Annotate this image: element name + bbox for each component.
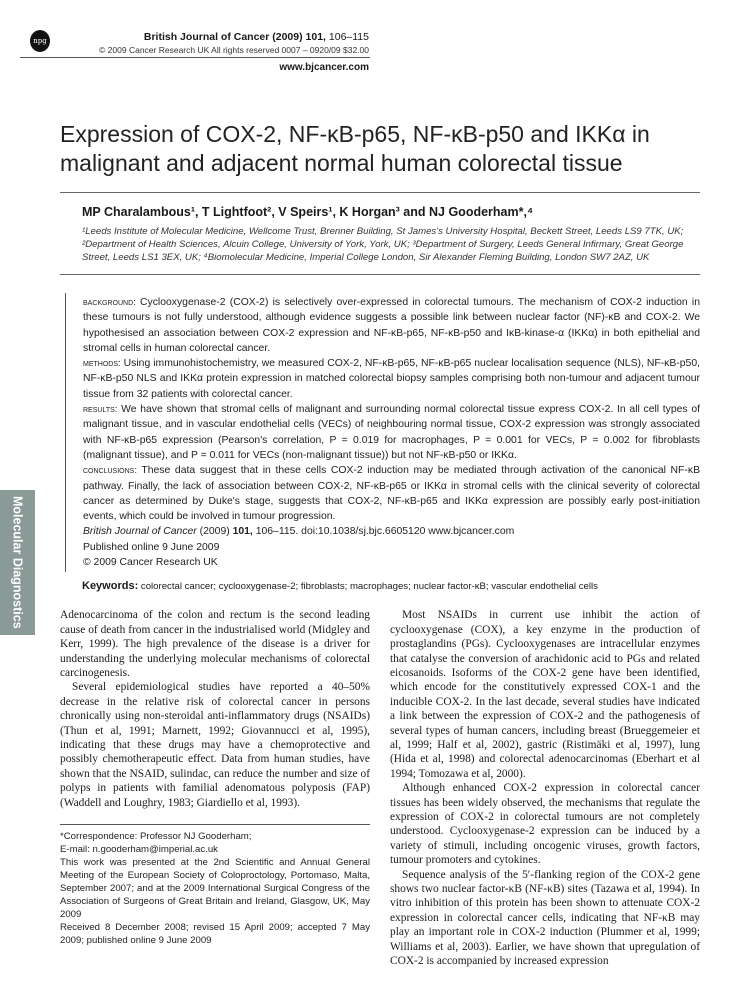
journal-volume: 101, xyxy=(305,31,326,43)
citation-journal: British Journal of Cancer xyxy=(83,526,197,538)
affiliations-divider xyxy=(60,274,700,275)
email-link[interactable]: E-mail: n.gooderham@imperial.ac.uk xyxy=(60,844,218,856)
npg-logo: npg xyxy=(30,30,50,52)
abstract-conclusions xyxy=(83,463,700,524)
footnote-divider xyxy=(60,824,370,825)
footnotes xyxy=(60,830,370,947)
section-label: methods: xyxy=(83,358,121,370)
citation-line xyxy=(83,524,700,539)
body-paragraph: Although enhanced COX-2 expression in colorectal cancer tissues has been widely observed, the mechanisms that regulate the expression of COX-2 in colorectal tumours are not completely understood. Cyclooxygenase-2 expression can be induced by a variety of stimuli, including oncogenic viruses, growth factors, tumour promoters and cytokines. xyxy=(390,782,700,867)
keywords-text: colorectal cancer; cyclooxygenase-2; fibroblasts; macrophages; nuclear factor-κB; vascular endothelial cells xyxy=(138,581,598,593)
presentation-note: This work was presented at the 2nd Scientific and Annual General Meeting of the European Society of Coloproctology, Portomaso, Malta, September 2007; and at the 2009 International Surgical Congress of the Association of Surgeons of Great Britain and Ireland, Glasgow, UK, May 2009 xyxy=(60,857,370,921)
affiliations: ¹Leeds Institute of Molecular Medicine, Wellcome Trust, Brenner Building, St James's University Hospital, Beckett Street, Leeds LS9 7TK, UK; ²Department of Health Sciences, Alcuin College, University of York, York, UK; ³Department of Surgery, Leeds General Infirmary, Great George Street, Leeds LS1 3EX, UK; ⁴Biomolecular Medicine, Imperial College London, Sir Alexander Fleming Building, London SW7 2AZ, UK xyxy=(82,226,684,263)
abstract-results xyxy=(83,402,700,463)
section-text: Cyclooxygenase-2 (COX-2) is selectively over-expressed in colorectal tumours. The mechanism of COX-2 induction in these tumours is not fully understood, although evidence suggests a possible link between nuclear factor (NF)-κB and COX-2. We hypothesised an association between COX-2 expression and NF-κB-p65, NF-κB-p50 and IκB-kinase-α (IKKα) in both epithelial and stromal cells in human colorectal cancer. xyxy=(83,297,700,354)
body-paragraph: Sequence analysis of the 5′-flanking region of the COX-2 gene shows two nuclear factor-κB (NF-κB) sites (Tazawa et al, 1994). In vitro inhibition of this protein has been shown to attenuate COX-2 expression in colorectal cancer cells, indicating that NF-κB may play an important role in COX-2 induction (Plummer et al, 1999; Williams et al, 2003). Earlier, we have shown that upregulation of COX-2 is accompanied by increased expression xyxy=(390,868,700,968)
side-tab-label: Molecular Diagnostics xyxy=(10,496,25,629)
abstract xyxy=(83,295,700,570)
published-date: Published online 9 June 2009 xyxy=(83,541,220,553)
citation-year: (2009) xyxy=(196,526,233,538)
section-side-tab xyxy=(0,490,35,635)
journal-website-link[interactable]: www.bjcancer.com xyxy=(279,62,369,73)
correspondence: *Correspondence: Professor NJ Gooderham; xyxy=(60,831,252,843)
title-divider xyxy=(60,192,700,193)
section-text: We have shown that stromal cells of malignant and surrounding normal colorectal tissue express COX-2. In all cell types of malignant tissue, and in vascular endothelial cells (VECs) of neighbouring normal tissue, COX-2 expression was strongly associated with NF-κB-p65 expression (Pearson's correlation, P = 0.019 for macrophages, P = 0.001 for VECs, P = 0.002 for fibroblasts (malignant tissue), and P = 0.011 for VECs (non-malignant tissue)) but not NF-κB-p50 or IKKα. xyxy=(83,404,700,461)
section-label: background: xyxy=(83,297,136,308)
article-body xyxy=(60,120,700,969)
body-paragraph: Most NSAIDs in current use inhibit the action of cyclooxygenase (COX), a key enzyme in the production of prostaglandins (PGs). Cyclooxygenases are intracellular enzymes that catalyse the conversion of arachidonic acid to PGs and related eicosanoids. Isoforms of the COX-2 gene have been identified, which encode for the constitutively expressed COX-1 and the inducible COX-2. In the last decade, several studies have indicated a link between the expression of COX-2 and the pathogenesis of several types of human cancers, including breast (Brueggemeier et al, 1999; Half et al, 2002), gastric (Ristimäki et al, 1997), lung (Hida et al, 1998) and colorectal adenocarcinomas (Eberhart et al 1994; Tomozawa et al, 2000). xyxy=(390,609,700,780)
abstract-background xyxy=(83,295,700,356)
section-label: conclusions: xyxy=(83,465,137,477)
body-columns xyxy=(60,608,700,968)
section-text: Using immunohistochemistry, we measured COX-2, NF-κB-p65, NF-κB-p65 nuclear localisation sequence (NLS), NF-κB-p50, NF-κB-p50 NLS and IKKα protein expression in matched colorectal biopsy samples comprising both non-tumour and adjacent tumour tissue from 32 patients with colorectal cancer. xyxy=(83,358,700,400)
journal-pages: 106–115 xyxy=(328,31,369,43)
copyright-header: © 2009 Cancer Research UK All rights reserved 0007 – 0920/09 $32.00 xyxy=(99,45,369,55)
journal-name: British Journal of Cancer (2009) xyxy=(143,31,303,43)
body-paragraph: Adenocarcinoma of the colon and rectum is the second leading cause of death from cancer in the industrialised world (Midgley and Kerr, 1999). The high prevalence of the disease is a driver for understanding the underlying molecular mechanisms of colorectal carcinogenesis. xyxy=(60,609,370,679)
section-text: These data suggest that in these cells COX-2 induction may be mediated through activation of the canonical NF-κB pathway. Finally, the lack of association between COX-2, NF-κB-p65 or IKKα in stromal cells with the clinical severity of colorectal cancer as determined by Duke's stage, suggests that COX-2, NF-κB-p65 and IKKα expression are possibly early post-initiation events, which could be involved in tumour progression. xyxy=(83,465,700,523)
abstract-methods xyxy=(83,356,700,402)
keywords xyxy=(82,580,700,592)
header-divider xyxy=(20,57,370,58)
abstract-box xyxy=(65,293,700,572)
article-title: Expression of COX-2, NF-κB-p65, NF-κB-p50 and IKKα in malignant and adjacent normal human colorectal tissue xyxy=(60,121,650,176)
received-dates: Received 8 December 2008; revised 15 April 2009; accepted 7 May 2009; published online 9 June 2009 xyxy=(60,922,370,947)
body-column-right xyxy=(390,608,700,968)
body-column-left xyxy=(60,608,370,968)
abstract-copyright: © 2009 Cancer Research UK xyxy=(83,557,218,569)
body-paragraph: Several epidemiological studies have reported a 40–50% decrease in the relative risk of colorectal cancer in persons chronically using non-steroidal anti-inflammatory drugs (NSAIDs) (Thun et al, 1991; Marnett, 1992; Giovannucci et al, 1995), indicating that these drugs may have a chemoprotective and possibly chemotherapeutic effect. Data from human studies, have shown that the NSAID, sulindac, can reduce the number and size of polyps in patients with familial adenomatous polyposis (FAP) (Waddell and Loughry, 1983; Giardiello et al, 1993). xyxy=(60,681,370,809)
citation-volume: 101, xyxy=(232,526,253,538)
section-label: results: xyxy=(83,404,118,416)
citation-doi: 106–115. doi:10.1038/sj.bjc.6605120 www.bjcancer.com xyxy=(252,526,515,538)
author-list: MP Charalambous¹, T Lightfoot², V Speirs¹, K Horgan³ and NJ Gooderham*,⁴ xyxy=(82,205,534,219)
keywords-label: Keywords: xyxy=(82,580,139,593)
journal-citation-header xyxy=(144,31,369,43)
